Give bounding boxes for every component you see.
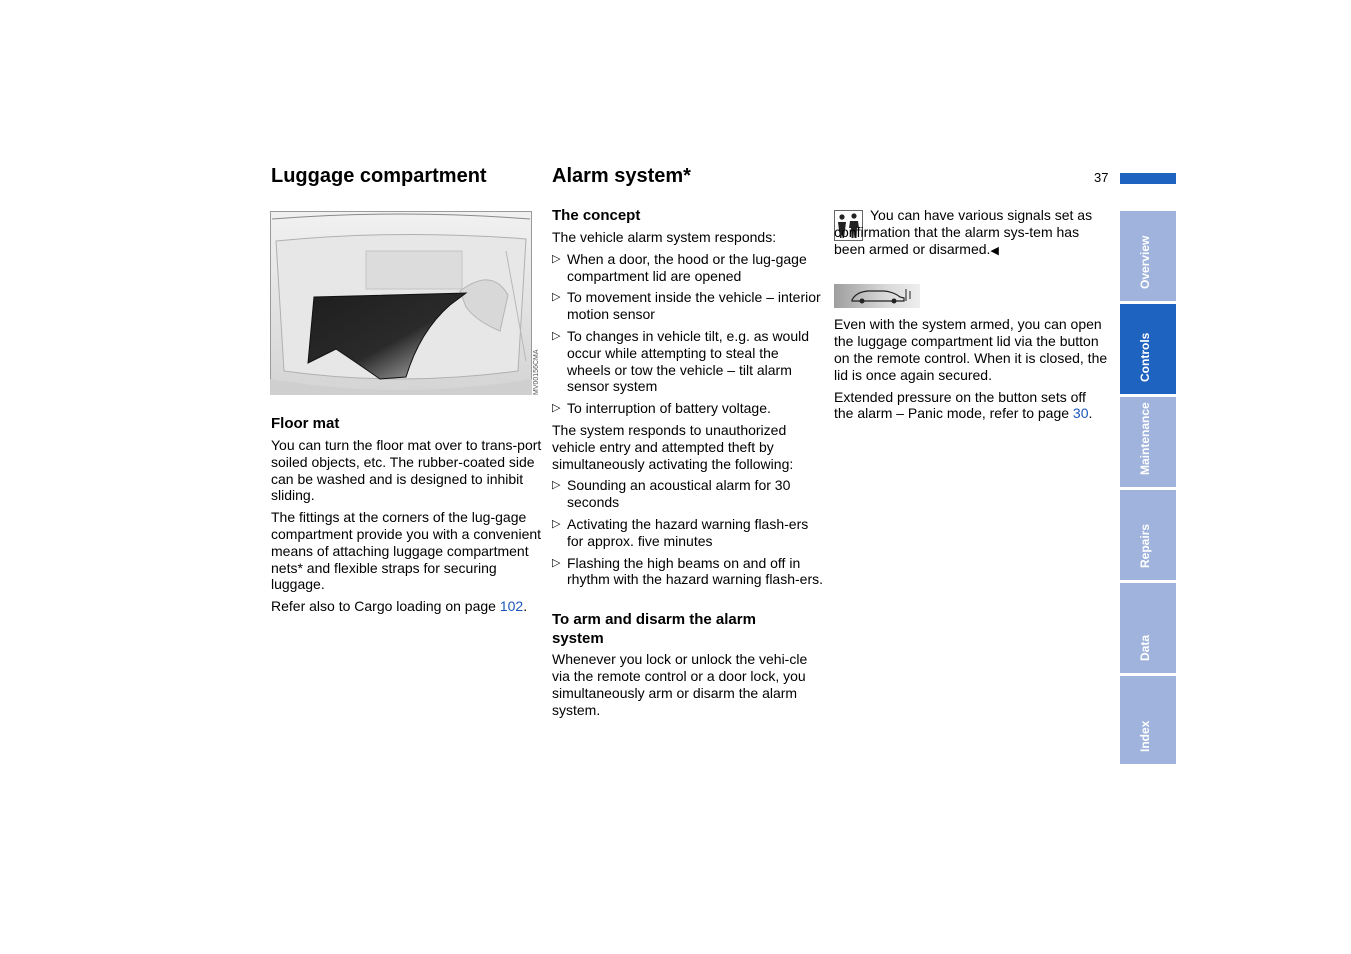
tab-maintenance[interactable]: Maintenance [1120,397,1176,487]
image-code: MV00156CMA [533,349,540,395]
armed-para: Even with the system armed, you can open the luggage compartment lid via the button on the remote control. When it is closed, the lid is once again secured. [834,316,1108,383]
floor-mat-para2: The fittings at the corners of the lug-gage compartment provide you with a convenient means of attaching luggage compartment nets* and flexible straps for securing luggage. [271,509,542,593]
list-item: ▷ Sounding an acoustical alarm for 30 seconds [552,477,824,511]
concept-bullet-list [552,251,824,417]
left-column [271,414,543,620]
concept-intro: The vehicle alarm system responds: [552,229,777,245]
list-item: ▷ Activating the hazard warning flash-ers for approx. five minutes [552,516,824,550]
list-item: ▷ Flashing the high beams on and off in rhythm with the hazard warning flash-ers. [552,555,824,589]
page-link-102[interactable]: 102 [499,598,524,615]
list-item: ▷ To interruption of battery voltage. [552,400,824,417]
floor-mat-para1: You can turn the floor mat over to trans-port soiled objects, etc. The rubber-coated side can be washed and is designed to inhibit sliding. [271,437,542,504]
floor-mat-para3: Refer also to Cargo loading on page 102. [271,598,528,615]
list-item: ▷ When a door, the hood or the lug-gage compartment lid are opened [552,251,824,285]
heading-alarm-system: Alarm system* [552,165,691,187]
activation-bullet-list [552,477,824,588]
concept-title: The concept [552,207,641,224]
concept-para: The system responds to unauthorized vehicle entry and attempted theft by simultaneously activating the following: [552,421,794,472]
middle-column [552,206,824,723]
trunk-drawing [270,211,532,395]
list-item: ▷ To changes in vehicle tilt, e.g. as would occur while attempting to steal the wheels or tow the vehicle – tilt alarm sensor system [552,328,824,395]
note-text: You can have various signals set as confirmation that the alarm sys-tem has been armed or disarmed.◀ [834,207,1093,257]
panic-para: Extended pressure on the button sets off the alarm – Panic mode, refer to page 30. [834,388,1093,422]
luggage-compartment-illustration [270,211,532,395]
tab-overview[interactable]: Overview [1120,211,1176,301]
tab-controls[interactable]: Controls [1120,304,1176,394]
list-item: ▷ To movement inside the vehicle – interior motion sensor [552,289,824,323]
floor-mat-title: Floor mat [271,415,340,432]
right-column [834,207,1109,427]
tab-repairs[interactable]: Repairs [1120,490,1176,580]
section-bar [1120,173,1176,184]
page-link-30[interactable]: 30 [1072,405,1089,422]
tab-data[interactable]: Data [1120,583,1176,673]
end-marker-icon: ◀ [990,244,999,257]
tab-index[interactable]: Index [1120,676,1176,764]
car-remote-icon [834,284,920,308]
arm-disarm-title: To arm and disarm the alarm system [552,611,756,648]
heading-luggage-compartment: Luggage compartment [271,165,487,187]
page-number: 37 [1094,170,1109,185]
arm-disarm-para: Whenever you lock or unlock the vehi-cle via the remote control or a door lock, you simultaneously arm or disarm the alarm system. [552,651,808,718]
